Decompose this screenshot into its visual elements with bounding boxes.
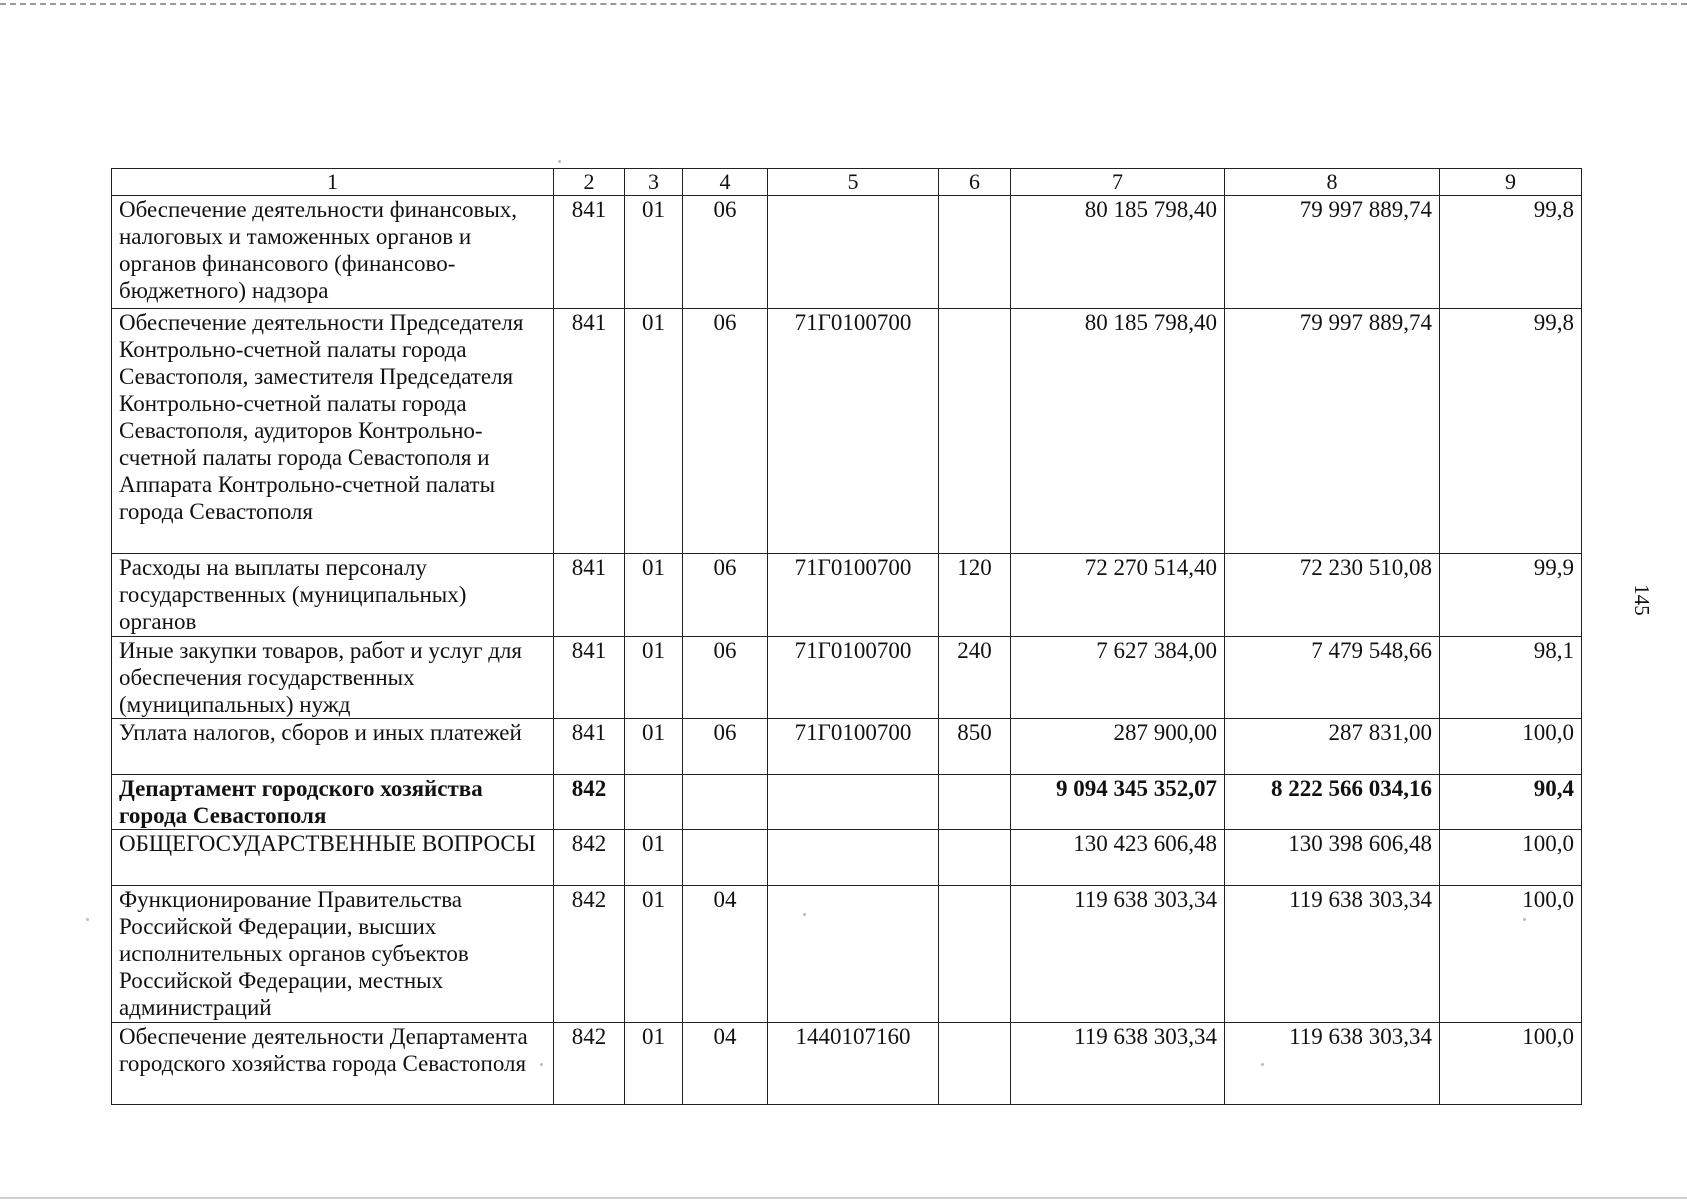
header-cell-9: 9 [1440,169,1582,196]
row-col-3: 01 [625,309,683,554]
row-col-3: 01 [625,554,683,637]
row-name: Уплата налогов, сборов и иных платежей [112,719,554,775]
row-name: Расходы на выплаты персоналу государственных (муниципальных) органов [112,554,554,637]
row-col-9: 100,0 [1440,830,1582,886]
row-col-5: 71Г0100700 [768,719,939,775]
row-col-8: 79 997 889,74 [1225,196,1440,309]
table-row [112,830,1582,886]
row-col-7: 80 185 798,40 [1011,196,1225,309]
row-col-7: 119 638 303,34 [1011,1023,1225,1105]
table-row [112,196,1582,309]
row-col-5 [768,775,939,830]
row-col-8: 79 997 889,74 [1225,309,1440,554]
row-col-3: 01 [625,719,683,775]
row-col-9: 100,0 [1440,719,1582,775]
row-col-2: 842 [554,886,625,1023]
table-row [112,637,1582,719]
row-col-6: 240 [939,637,1011,719]
row-col-6 [939,1023,1011,1105]
row-col-5 [768,196,939,309]
row-name: Департамент городского хозяйства города Севастополя [112,775,554,830]
header-cell-6: 6 [939,169,1011,196]
header-cell-7: 7 [1011,169,1225,196]
header-cell-5: 5 [768,169,939,196]
row-col-2: 842 [554,1023,625,1105]
row-col-7: 130 423 606,48 [1011,830,1225,886]
row-col-6 [939,775,1011,830]
row-col-5: 71Г0100700 [768,554,939,637]
row-col-4: 06 [683,196,768,309]
scan-edge-bottom [0,1197,1687,1199]
row-col-8: 119 638 303,34 [1225,1023,1440,1105]
row-col-6: 120 [939,554,1011,637]
header-cell-4: 4 [683,169,768,196]
row-col-4: 04 [683,886,768,1023]
row-name: Обеспечение деятельности Председателя Контрольно-счетной палаты города Севастополя, заместителя Председателя Контрольно-счетной палаты города Севастополя, аудиторов Контрольно-счетной палаты города Севастополя и Аппарата Контрольно-счетной палаты города Севастополя [112,309,554,554]
budget-table [111,168,1582,1105]
row-col-9: 99,8 [1440,309,1582,554]
header-cell-1: 1 [112,169,554,196]
row-col-5: 1440107160 [768,1023,939,1105]
table-row [112,1023,1582,1105]
row-col-5 [768,830,939,886]
page-number: 145 [1630,584,1654,616]
row-col-8: 72 230 510,08 [1225,554,1440,637]
row-col-7: 72 270 514,40 [1011,554,1225,637]
table-row [112,554,1582,637]
scan-edge-top [0,3,1687,5]
row-col-2: 841 [554,637,625,719]
row-col-9: 100,0 [1440,886,1582,1023]
scan-speck [1523,918,1526,921]
table-row [112,886,1582,1023]
row-col-4 [683,775,768,830]
row-col-9: 99,8 [1440,196,1582,309]
row-col-7: 7 627 384,00 [1011,637,1225,719]
row-col-4: 06 [683,554,768,637]
header-cell-2: 2 [554,169,625,196]
scan-speck [540,1063,543,1066]
row-col-4: 04 [683,1023,768,1105]
row-col-9: 99,9 [1440,554,1582,637]
row-col-2: 841 [554,719,625,775]
row-col-7: 119 638 303,34 [1011,886,1225,1023]
row-col-5: 71Г0100700 [768,309,939,554]
row-col-8: 7 479 548,66 [1225,637,1440,719]
row-col-2: 841 [554,554,625,637]
row-col-9: 98,1 [1440,637,1582,719]
row-col-9: 90,4 [1440,775,1582,830]
row-col-2: 842 [554,775,625,830]
row-col-8: 287 831,00 [1225,719,1440,775]
scan-speck [803,913,806,916]
row-name: Функционирование Правительства Российской Федерации, высших исполнительных органов субъектов Российской Федерации, местных администраций [112,886,554,1023]
table-row-section [112,775,1582,830]
row-col-4: 06 [683,309,768,554]
row-col-3 [625,775,683,830]
row-col-6 [939,830,1011,886]
row-col-9: 100,0 [1440,1023,1582,1105]
row-col-2: 842 [554,830,625,886]
row-name: Обеспечение деятельности финансовых, налоговых и таможенных органов и органов финансового (финансово-бюджетного) надзора [112,196,554,309]
table-row [112,309,1582,554]
row-col-6 [939,196,1011,309]
row-col-7: 80 185 798,40 [1011,309,1225,554]
row-col-8: 8 222 566 034,16 [1225,775,1440,830]
row-name: Иные закупки товаров, работ и услуг для обеспечения государственных (муниципальных) нужд [112,637,554,719]
row-col-3: 01 [625,886,683,1023]
row-name: ОБЩЕГОСУДАРСТВЕННЫЕ ВОПРОСЫ [112,830,554,886]
row-col-7: 9 094 345 352,07 [1011,775,1225,830]
row-col-3: 01 [625,1023,683,1105]
row-col-7: 287 900,00 [1011,719,1225,775]
row-col-6 [939,309,1011,554]
row-col-2: 841 [554,196,625,309]
row-col-8: 130 398 606,48 [1225,830,1440,886]
row-col-6 [939,886,1011,1023]
row-col-3: 01 [625,830,683,886]
scan-speck [558,160,561,163]
header-cell-3: 3 [625,169,683,196]
row-name: Обеспечение деятельности Департамента городского хозяйства города Севастополя [112,1023,554,1105]
row-col-6: 850 [939,719,1011,775]
row-col-4 [683,830,768,886]
table-row [112,719,1582,775]
row-col-4: 06 [683,719,768,775]
row-col-8: 119 638 303,34 [1225,886,1440,1023]
row-col-2: 841 [554,309,625,554]
scan-speck [86,918,89,921]
header-cell-8: 8 [1225,169,1440,196]
row-col-3: 01 [625,637,683,719]
header-row [112,169,1582,196]
row-col-5: 71Г0100700 [768,637,939,719]
row-col-4: 06 [683,637,768,719]
scan-speck [1261,1063,1264,1066]
row-col-5 [768,886,939,1023]
row-col-3: 01 [625,196,683,309]
